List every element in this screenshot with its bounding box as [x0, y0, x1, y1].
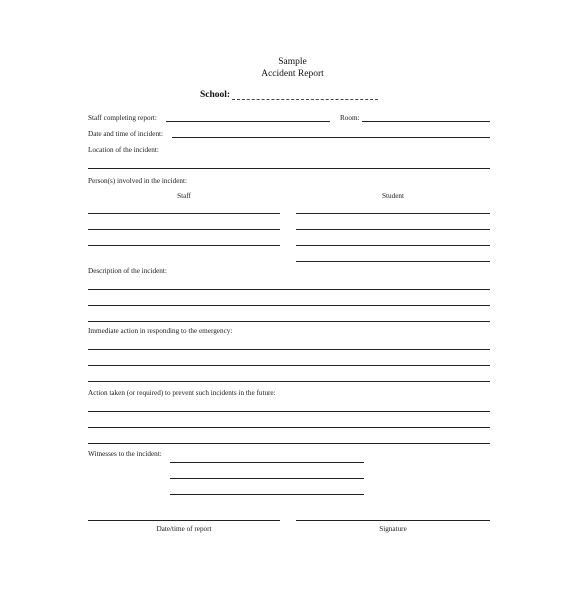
date-time-field[interactable]: [172, 137, 490, 138]
signature-field[interactable]: [296, 520, 490, 521]
persons-involved-label: Person(s) involved in the incident:: [88, 177, 188, 185]
date-of-report-label: Date/time of report: [156, 525, 212, 533]
title-accident-report: Accident Report: [261, 69, 324, 79]
immediate-action-label: Immediate action in responding to the emergency:: [88, 327, 233, 335]
action-taken-label: Action taken (or required) to prevent such incidents in the future:: [88, 389, 276, 397]
student-line-4[interactable]: [296, 261, 490, 262]
signature-label: Signature: [379, 525, 407, 533]
description-line-3[interactable]: [88, 321, 490, 322]
staff-line-1[interactable]: [88, 213, 280, 214]
staff-column-header: Staff: [177, 192, 191, 200]
immediate-action-line-1[interactable]: [88, 349, 490, 350]
location-label: Location of the incident:: [88, 146, 159, 154]
action-taken-line-1[interactable]: [88, 411, 490, 412]
location-field[interactable]: [88, 168, 490, 169]
student-line-2[interactable]: [296, 229, 490, 230]
staff-line-3[interactable]: [88, 245, 280, 246]
witness-line-3[interactable]: [170, 494, 364, 495]
witness-line-1[interactable]: [170, 462, 364, 463]
witnesses-label: Witnesses to the incident:: [88, 450, 162, 458]
action-taken-line-2[interactable]: [88, 427, 490, 428]
school-label: School:: [200, 90, 231, 100]
room-field[interactable]: [362, 121, 490, 122]
description-line-2[interactable]: [88, 305, 490, 306]
student-column-header: Student: [382, 192, 404, 200]
immediate-action-line-3[interactable]: [88, 381, 490, 382]
witness-line-2[interactable]: [170, 478, 364, 479]
staff-completing-field[interactable]: [166, 121, 330, 122]
student-line-1[interactable]: [296, 213, 490, 214]
date-of-report-field[interactable]: [88, 520, 280, 521]
room-label: Room:: [340, 114, 360, 122]
student-line-3[interactable]: [296, 245, 490, 246]
description-label: Description of the incident:: [88, 267, 167, 275]
description-line-1[interactable]: [88, 289, 490, 290]
action-taken-line-3[interactable]: [88, 443, 490, 444]
date-time-label: Date and time of incident:: [88, 130, 164, 138]
staff-line-2[interactable]: [88, 229, 280, 230]
immediate-action-line-2[interactable]: [88, 365, 490, 366]
staff-completing-label: Staff completing report:: [88, 114, 157, 122]
title-sample: Sample: [278, 57, 307, 67]
school-field[interactable]: [232, 99, 378, 100]
